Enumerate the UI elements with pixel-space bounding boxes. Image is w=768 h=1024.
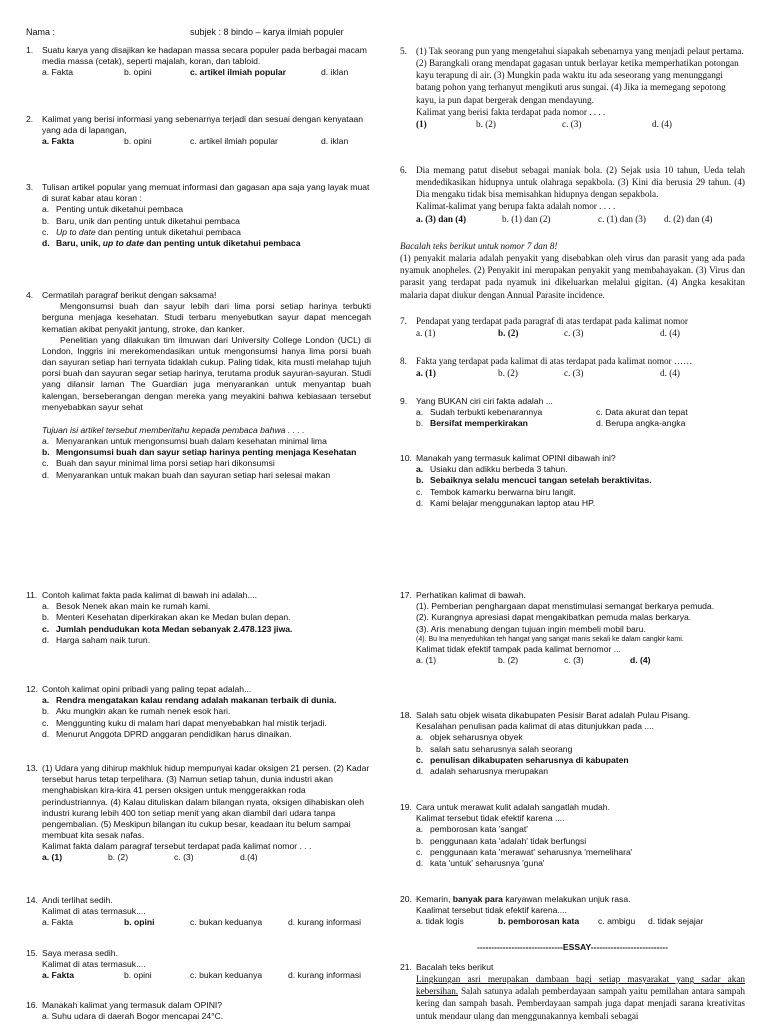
question-6 [400,164,745,225]
question-9 [400,396,745,430]
option-d: d. (2) dan (4) [664,213,713,224]
question-text: Contoh kalimat opini pribadi yang paling tepat adalah... [42,684,252,694]
question-prompt: Kaalimat tersebut tidak efektif karena.... [416,905,567,916]
question-text: Salah satu objek wisata dikabupaten Pesisir Barat adalah Pulau Pisang. [416,710,691,720]
option-c: c. penulisan dikabupaten seharusnya di kabupaten [416,754,629,765]
option-d: d. (4) [660,368,680,379]
option-b: b. Mengonsumsi buah dan sayur setiap harinya penting menjaga Kesehatan [42,447,357,458]
option-a: a. tidak logis [416,916,464,927]
option-a: a. Fakta [42,970,75,981]
option-c: c. (3) [564,328,584,339]
option-a: Sudah terbukti kebenarannya [430,407,543,418]
question-number: 7. [400,316,407,326]
question-number: 11. [26,590,38,600]
question-number: 13. [26,763,38,773]
question-10 [400,453,745,509]
question-number: 19. [400,802,412,812]
option-a: a. Fakta [42,917,74,928]
options-row [416,118,745,130]
option-d: d. kata 'untuk' seharusnya 'guna' [416,857,545,868]
statement-3: (3). Aris menabung dengan tujuan ingin membeli mobil baru. [416,623,646,634]
question-17 [400,590,745,666]
option-b: b. pemborosan kata [498,916,580,927]
question-19 [400,802,745,869]
question-14 [26,895,371,929]
option-b: b. opini [124,136,152,147]
option-c: c. Jumlah pendudukan kota Medan sebanyak 2.478.123 jiwa. [42,623,293,634]
option-a: a. (1) [42,852,63,863]
option-b: b. (2) [498,328,519,339]
question-text: Contoh kalimat fakta pada kalimat di bawah ini adalah.... [42,590,257,600]
options-row [42,970,371,981]
options-row: b. Bersifat memperkirakan d. Berupa angka-angka [416,418,686,429]
question-text: Fakta yang terdapat pada kalimat di atas terdapat pada kalimat nomor …… [416,356,693,366]
option-b: b. opini [124,970,152,981]
question-number: 2. [26,114,34,124]
question-16 [26,1000,371,1022]
option-b: b. Baru, unik dan penting untuk diketahui pembaca [42,215,240,226]
question-text: Perhatikan kalimat di bawah. [416,590,526,600]
option-a: a. (1) [416,654,437,665]
question-20 [400,894,745,928]
question-7 [400,315,745,339]
statement-4: (4). Bu Ina menyeduhkan teh hangat yang sangat manis sekali ke dalam cangkir kami. [416,635,684,643]
option-a: a. Menyarankan untuk mengonsumsi buah dalam kesehatan minimal lima [42,436,327,447]
option-c: c. Menggunting kuku di malam hari dapat menyebabkan hal mistik terjadi. [42,717,327,728]
question-prompt: Kalimat-kalimat yang berupa fakta adalah nomor . . . . [416,201,616,212]
options-row [416,367,745,379]
question-2 [26,114,371,148]
question-prompt: Kesalahan penulisan pada kalimat di atas ditunjukkan pada .... [416,721,654,732]
option-d: d. kurang informasi [288,970,362,981]
option-d: d. Berupa angka-angka [596,418,686,429]
question-12 [26,684,371,740]
question-text: Andi terlihat sedih. [42,895,113,905]
options-row [416,327,745,339]
question-text: Tulisan artikel popular yang memuat informasi dan gagasan apa saja yang layak muat di surat kabar atau koran : [42,182,370,204]
question-11 [26,590,371,646]
option-b: b. opini [124,917,155,928]
option-c: c. bukan keduanya [190,917,263,928]
option-b: b. (1) dan (2) [502,213,551,224]
option-c: c. bukan keduanya [190,970,263,981]
option-d: d. (4) [652,118,672,129]
question-prompt: Kalimat di atas termasuk.... [42,959,146,970]
option-d: d. iklan [321,67,349,78]
reading-paragraph-2: Penelitian yang dilakukan tim ilmuwan dari University College London (UCL) di London, Inggris ini merekomendasikan untuk mengonsumsi hanya lima porsi buah dan sayuran setiap hari ternyata tidaklah cukup. Paling tidak, kita musti melahap tujuh porsi buah dan sayuran segar setiap harinya, terutama produk sayuran-sayuran. Studi yang dilansir laman The Guardian juga menyarankan untuk menyantap buah kalengan, berseberangan dengan mereka yang meyakini bahwa kebiasaan tersebut menyebabkan sayur sehat [42,334,371,412]
question-5 [400,45,745,130]
option-b: b. Aku mungkin akan ke rumah nenek esok hari. [42,706,231,717]
option-b: b. (2) [498,368,518,379]
question-number: 12. [26,684,38,694]
option-c: c. Data akurat dan tepat [596,407,688,418]
option-c: c. Buah dan sayur minimal lima porsi setiap hari dikonsumsi [42,458,275,469]
option-b: b. Sebaiknya selalu mencuci tangan setelah beraktivitas. [416,475,652,486]
question-number: 6. [400,165,407,175]
option-d: d. (4) [630,654,651,665]
question-text: Manakah yang termasuk kalimat OPINI dibawah ini? [416,453,616,463]
question-number: 9. [400,396,408,406]
option-d: d. kurang informasi [288,917,362,928]
question-prompt: Kalimat di atas termasuk.... [42,906,146,917]
question-21 [400,962,745,1022]
question-number: 5. [400,46,407,56]
option-c: c. artikel ilmiah popular [190,136,278,147]
option-c: c. artikel ilmiah popular [190,67,286,78]
options-row [42,917,371,928]
question-text: (1) Tak seorang pun yang mengetahui siapakah sebenarnya yang menjadi pelaut pertama. (2) Barangkali orang mendapat gagasan untuk berlayar ketika memperhatikan potongan kayu terapung di air. (3) Mungkin pada waktu itu ada seseorang yang menunggangi batang pohon yang terhanyut mengikuti arus sungai. (4) Jika ia memegang sepotong kayu, ia pun dapat bergerak dengan mendayung. [416,46,744,105]
question-number: 16. [26,1000,38,1010]
reading-paragraph-1: Mengonsumsi buah dan sayur lebih dari lima porsi setiap harinya terbukti berguna menjaga kesehatan. Studi terbaru menyebutkan sayur dapat mencegah kematian akibat penyakit jantung, stroke, dan kanker. [42,301,371,334]
option-a: a. (1) [416,328,436,339]
question-prompt: Kalimat yang berisi fakta terdapat pada nomor . . . . [416,106,606,117]
option-b: b. opini [124,67,152,78]
option-b: b. penggunaan kata 'adalah' tidak berfungsi [416,835,587,846]
passage-intro: Bacalah teks berikut untuk nomor 7 dan 8! [400,241,558,251]
worksheet-header [26,27,426,39]
question-text: Yang BUKAN ciri ciri fakta adalah ... [416,396,553,406]
option-a: a. Penting untuk diketahui pembaca [42,204,184,215]
reading-passage-7-8 [400,240,745,301]
question-number: 17. [400,590,412,600]
option-b: Bersifat memperkirakan [430,418,528,429]
option-a: a. objek seharusnya obyek [416,732,523,743]
question-prompt: Kalimat fakta dalam paragraf tersebut terdapat pada kalimat nomor . . . [42,841,312,852]
question-text: (1) Udara yang dihirup makhluk hidup mempunyai kadar oksigen 21 persen. (2) Kadar tersebut harus tetap terpelihara. (3) Namun setiap tahun, dunia industri akan menghabiskan kira-kira 41 persen oksigen untuk menggerakkan roda perindustriannya. (4) Kalau dituliskan dalam bilangan nyata, oksigen dihabiskan oleh industri kurang lebih 400 ton setiap menit yang akan diambil dari udara tanpa pengembalian. (5) Meskipun bilangan itu cukup besar, keadaan itu belum sampai membuat kita sesak nafas. [42,763,370,841]
option-d: d. iklan [321,136,349,147]
question-prompt: Tujuan isi artikel tersebut memberitahu kepada pembaca bahwa . . . . [42,424,305,435]
options-row: a. Sudah terbukti kebenarannya c. Data akurat dan tepat [416,407,688,418]
question-text: Suatu karya yang disajikan ke hadapan massa secara populer pada berbagai macam media massa (cetak), seperti majalah, koran, dan tabloid. [42,45,367,67]
option-c: c. Up to date dan penting untuk diketahui pembaca [42,226,241,237]
option-a: a. (1) [416,368,436,379]
question-number: 1. [26,45,34,55]
question-text: Bacalah teks berikut [416,962,494,972]
question-number: 18. [400,710,412,720]
option-c: c. Tembok kamarku berwarna biru langit. [416,486,576,497]
option-d: d. Menyarankan untuk makan buah dan sayuran setiap hari selesai makan [42,469,331,480]
option-c: c. (3) [564,368,584,379]
question-1 [26,45,371,79]
options-row [416,213,745,225]
essay-passage: Lingkungan asri merupakan dambaan bagi setiap masyarakat yang sadar akan kebersihan. Salah satunya adalah pemberdayaan sampah yaitu pemilahan antara sampah kering dan sampah basah. Pemberdayaan sampah juga dapat menjadi sarana kreativitas untuk mendaur ulang dan menggunakannya kembali sebagai [416,974,745,1021]
option-a: a. Fakta [42,67,74,78]
question-text: Saya merasa sedih. [42,948,118,958]
option-b: b. (2) [498,654,519,665]
option-c: c. (3) [564,654,584,665]
option-d: d. Kami belajar menggunakan laptop atau HP. [416,497,596,508]
option-b: b. salah satu seharusnya salah seorang [416,743,573,754]
option-d: d. Baru, unik, up to date dan penting untuk diketahui pembaca [42,237,301,248]
question-number: 14. [26,895,38,905]
question-number: 8. [400,356,407,366]
options-row [416,655,745,666]
statement-1: (1). Pemberian penghargaan dapat menstimulasi semangat berkarya pemuda. [416,601,715,612]
option-d: d. Harga saham naik turun. [42,634,151,645]
option-a: a. Besok Nenek akan main ke rumah kami. [42,601,211,612]
question-number: 21. [400,962,412,972]
question-3 [26,182,371,249]
option-d: d. tidak sejajar [648,916,704,927]
option-d: d. (4) [660,328,680,339]
question-4 [26,290,371,481]
question-text: Cara untuk merawat kulit adalah sangatlah mudah. [416,802,610,812]
question-number: 10. [400,453,412,463]
statement-2: (2). Kurangnya apresiasi dapat mengakibatkan pemuda malas berkarya. [416,612,692,623]
option-b: b. (2) [108,852,129,863]
question-number: 4. [26,290,34,300]
options-row [42,136,371,147]
option-a: a. Suhu udara di daerah Bogor mencapai 24°C. [42,1011,224,1022]
option-c: c. (3) [562,118,582,129]
subject-label: subjek : 8 bindo – karya ilmiah populer [190,27,344,37]
option-d: d.(4) [240,852,258,863]
passage-text: (1) penyakit malaria adalah penyakit yang disebabkan oleh virus dan parasit yang ada pada nyamuk anopheles. (2) Penyakit ini merupakan penyakit yang membahayakan. (3) Virus dan parasit yang terdapat pada nyamuk ini dikeluarkan melalui gigitan. (4) Angka kesakitan malaria dapat diukur dengan Annual Parasite incidence. [400,253,745,300]
question-number: 20. [400,894,412,904]
option-a: (1) [416,118,427,129]
question-text: Cermatilah paragraf berikut dengan saksama! [42,290,217,300]
option-c: c. ambigu [598,916,636,927]
option-a: a. Usiaku dan adikku berbeda 3 tahun. [416,464,568,475]
question-18 [400,710,745,777]
essay-divider [400,942,745,953]
option-a: a. Fakta [42,136,75,147]
question-text: Kalimat yang berisi informasi yang sebenarnya terjadi dan sesuai dengan kenyataan yang ada di lapangan, [42,114,364,136]
option-c: c. (3) [174,852,194,863]
option-d: d. adalah seharusnya merupakan [416,765,549,776]
option-a: a. Rendra mengatakan kalau rendang adalah makanan terbaik di dunia. [42,695,337,706]
option-c: c. penggunaan kata 'merawat' seharusnya 'memelihara' [416,846,633,857]
question-13 [26,763,371,864]
question-number: 3. [26,182,34,192]
option-c: c. (1) dan (3) [598,213,646,224]
options-row [42,852,371,863]
option-a: a. pemborosan kata 'sangat' [416,824,528,835]
question-text: Dia memang patut disebut sebagai maniak bola. (2) Sejak usia 10 tahun, Ueda telah mendedikasikan hidupnya untuk olahraga sepakbola. (3) Kini dia berusia 29 tahun. (4) Dia mengaku tidak bisa memisahkan hidupnya dengan sepakbola. [416,165,745,200]
question-8 [400,355,745,379]
question-prompt: Kalimat tidak efektif tampak pada kalimat bernomor ... [416,643,621,654]
option-b: b. (2) [476,118,496,129]
question-text: Kemarin, banyak para karyawan melakukan unjuk rasa. [416,894,631,904]
option-a: a. (3) dan (4) [416,213,467,224]
question-text: Pendapat yang terdapat pada paragraf di atas terdapat pada kalimat nomor [416,316,688,326]
question-prompt: Kalimat tersebut tidak efektif karena .... [416,813,565,824]
essay-label: ------------------------------ESSAY--------------------------- [477,942,668,952]
options-row [42,67,371,78]
question-15 [26,948,371,982]
option-b: b. Menteri Kesehatan diperkirakan akan ke Medan bulan depan. [42,612,291,623]
question-text: Manakah kalimat yang termasuk dalam OPINI? [42,1000,223,1010]
name-label: Nama : [26,27,56,37]
option-d: d. Menurut Anggota DPRD anggaran pendidikan harus dinaikan. [42,728,292,739]
options-row [416,916,745,927]
question-number: 15. [26,948,38,958]
